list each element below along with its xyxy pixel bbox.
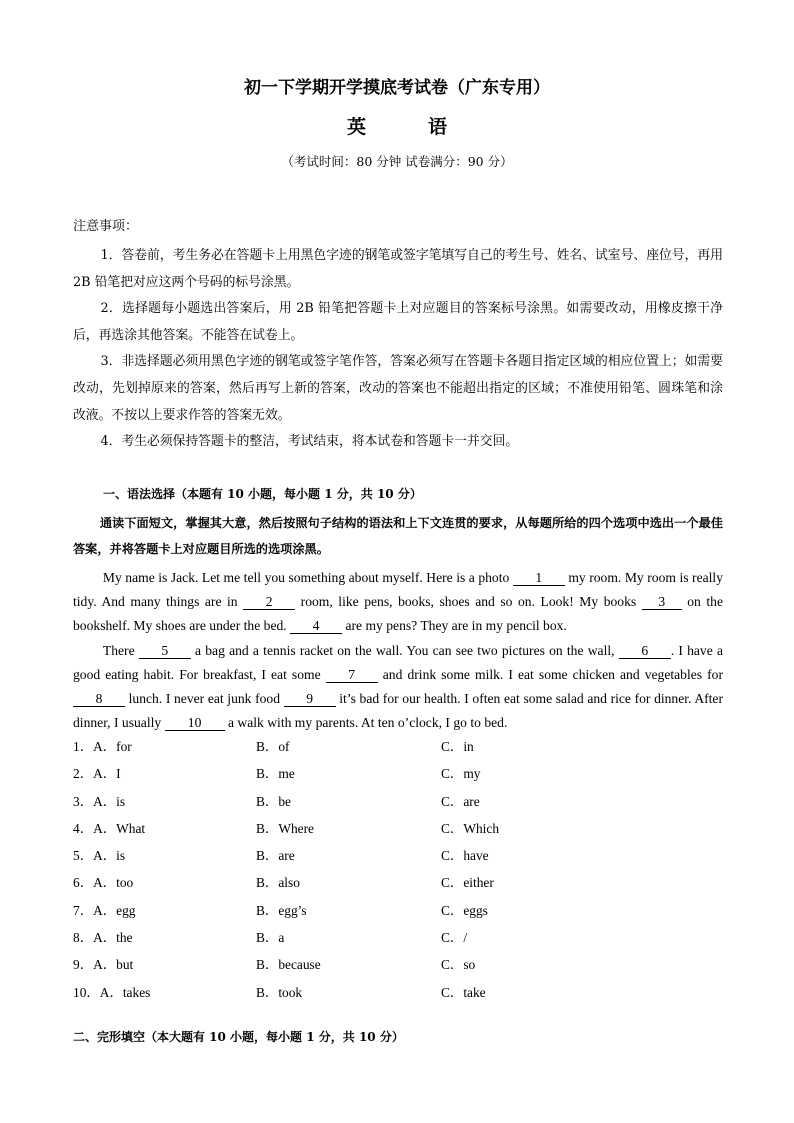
answer-options bbox=[73, 737, 723, 1010]
passage-paragraph-2: There 5 a bag and a tennis racket on the wall. You can see two pictures on the wall, 6 . I have a good eating habit. For breakfast, I eat some 7 and drink some milk. I eat some chicken and vegetables for 8 lunch. I never eat junk food 9 it’s bad for our health. I often eat some salad and rice for dinner. After dinner, I usually 10 a walk with my parents. At ten o’clock, I go to bed. bbox=[73, 642, 723, 731]
option-b: B．egg’s bbox=[256, 902, 307, 918]
notice-list bbox=[73, 243, 723, 456]
option-row bbox=[73, 819, 723, 846]
option-a: 1．A．for bbox=[73, 739, 132, 754]
subject-char-2: 语 bbox=[428, 116, 448, 138]
option-a: 4．A．What bbox=[73, 820, 146, 836]
option-b: B．me bbox=[256, 766, 295, 782]
option-c: C．are bbox=[441, 793, 480, 809]
grammar-passage bbox=[73, 566, 723, 735]
blank-5: 5 bbox=[139, 643, 191, 659]
option-c: C．so bbox=[441, 957, 476, 973]
section1-instruction: 通读下面短文，掌握其大意，然后按照句子结构的语法和上下文连贯的要求，从每题所给的四个选项中选出一个最佳答案，并将答题卡上对应题目所选的选项涂黑。 bbox=[73, 516, 723, 556]
option-row bbox=[73, 873, 723, 900]
option-b: B．of bbox=[256, 739, 290, 754]
option-a: 2．A．I bbox=[73, 766, 121, 782]
option-a: 7．A．egg bbox=[73, 902, 136, 918]
notice-item: 1．答卷前，考生务必在答题卡上用黑色字迹的钢笔或签字笔填写自己的考生号、姓名、试室号、座位号，再用 2B 铅笔把对应这两个号码的标号涂黑。 bbox=[73, 248, 723, 290]
option-b: B．also bbox=[256, 875, 300, 891]
option-row bbox=[73, 792, 723, 819]
subject-char-1: 英 bbox=[346, 116, 366, 138]
option-c: C．my bbox=[441, 766, 481, 782]
option-c: C．eggs bbox=[441, 902, 488, 918]
section1-heading: 一、语法选择（本题有 10 小题，每小题 1 分，共 10 分） bbox=[103, 487, 422, 501]
option-row bbox=[73, 955, 723, 982]
blank-6: 6 bbox=[619, 643, 671, 659]
option-a: 9．A．but bbox=[73, 957, 134, 973]
option-row bbox=[73, 764, 723, 791]
option-b: B．are bbox=[256, 848, 295, 864]
option-a: 10．A．takes bbox=[73, 984, 151, 1000]
option-c: C．in bbox=[441, 739, 474, 754]
option-b: B．took bbox=[256, 984, 303, 1000]
notice-item: 2．选择题每小题选出答案后，用 2B 铅笔把答题卡上对应题目的答案标号涂黑。如需要改动，用橡皮擦干净后，再选涂其他答案。不能答在试卷上。 bbox=[73, 301, 723, 343]
exam-title: 初一下学期开学摸底考试卷（广东专用） bbox=[244, 78, 550, 98]
blank-3: 3 bbox=[642, 594, 682, 610]
option-row bbox=[73, 737, 723, 764]
blank-8: 8 bbox=[73, 691, 125, 707]
blank-9: 9 bbox=[284, 691, 336, 707]
option-b: B．a bbox=[256, 930, 285, 946]
passage-paragraph-1: My name is Jack. Let me tell you something about myself. Here is a photo 1 my room. My room is really tidy. And many things are in 2 room, like pens, books, shoes and so on. Look! My books 3 on the bookshelf. My shoes are under the bed. 4 are my pens? They are in my pencil box. bbox=[73, 570, 723, 634]
option-row bbox=[73, 901, 723, 928]
section2-heading: 二、完形填空（本大题有 10 小题，每小题 1 分，共 10 分） bbox=[73, 1030, 404, 1044]
blank-7: 7 bbox=[326, 667, 378, 683]
option-a: 8．A．the bbox=[73, 930, 133, 946]
blank-2: 2 bbox=[243, 594, 295, 610]
option-row bbox=[73, 983, 723, 1010]
option-c: C．/ bbox=[441, 930, 468, 946]
blank-4: 4 bbox=[290, 618, 342, 634]
blank-1: 1 bbox=[513, 570, 565, 586]
subject-title bbox=[0, 116, 794, 138]
option-c: C．have bbox=[441, 848, 489, 864]
option-b: B．because bbox=[256, 957, 321, 973]
option-a: 3．A．is bbox=[73, 793, 126, 809]
option-b: B．Where bbox=[256, 820, 315, 836]
notice-item: 3．非选择题必须用黑色字迹的钢笔或签字笔作答，答案必须写在答题卡各题目指定区域的相应位置上；如需要改动，先划掉原来的答案，然后再写上新的答案，改动的答案也不能超出指定的区域；不准使用铅笔、圆珠笔和涂改液。不按以上要求作答的答案无效。 bbox=[73, 354, 723, 423]
option-c: C．either bbox=[441, 875, 494, 891]
option-c: C．Which bbox=[441, 820, 500, 836]
exam-info: （考试时间：80 分钟 试卷满分：90 分） bbox=[281, 154, 513, 169]
notice-item: 4．考生必须保持答题卡的整洁，考试结束，将本试卷和答题卡一并交回。 bbox=[100, 434, 519, 450]
option-b: B．be bbox=[256, 793, 291, 809]
option-row bbox=[73, 846, 723, 873]
notice-heading: 注意事项： bbox=[73, 219, 139, 234]
option-c: C．take bbox=[441, 984, 486, 1000]
option-a: 5．A．is bbox=[73, 848, 126, 864]
blank-10: 10 bbox=[165, 715, 225, 731]
option-row bbox=[73, 928, 723, 955]
option-a: 6．A．too bbox=[73, 875, 134, 891]
